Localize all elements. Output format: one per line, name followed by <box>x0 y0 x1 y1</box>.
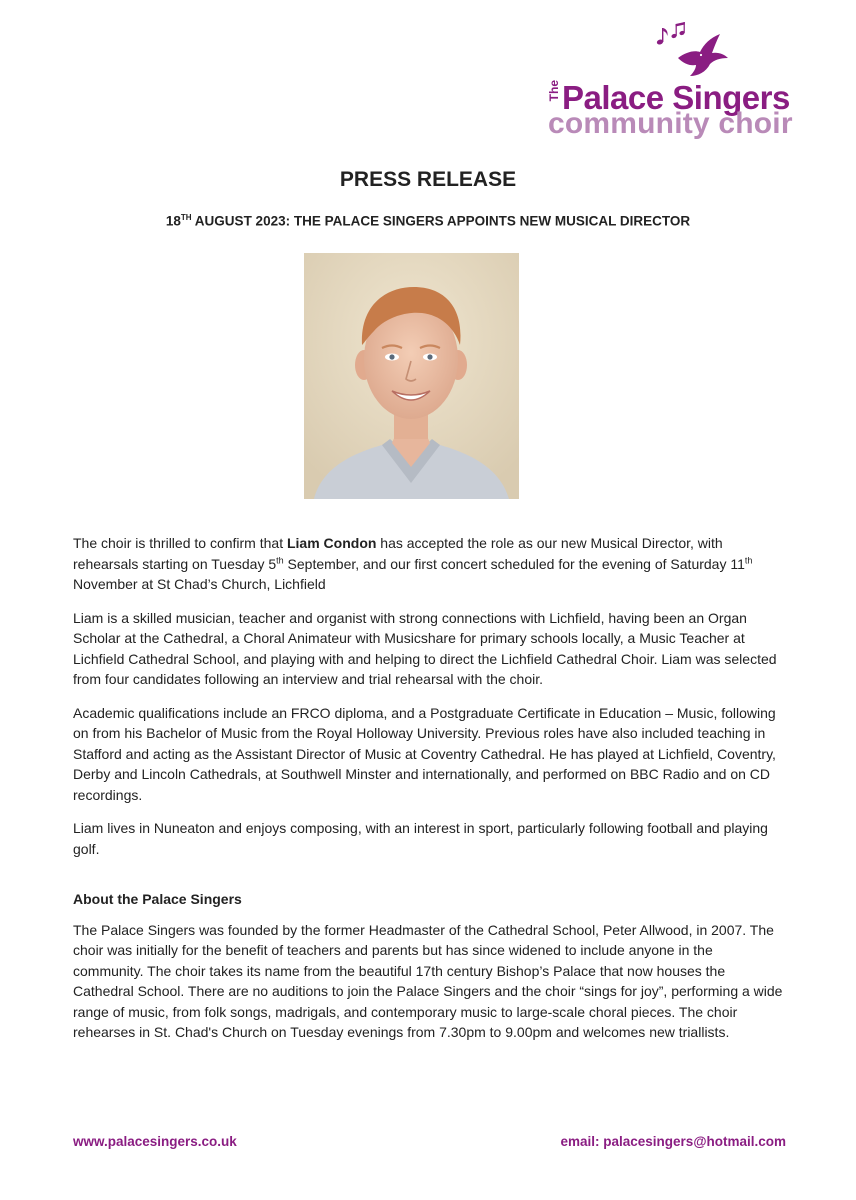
logo-name: Palace Singers <box>562 79 790 116</box>
paragraph-qualifications: Academic qualifications include an FRCO diploma, and a Postgraduate Certificate in Education – Music, following on from his Bachelor of Music from the Royal Holloway University. Previous roles have also included teaching in Stafford and acting as the Assistant Director of Music at Coventry Cathedral. He has played at Lichfield, Coventry, Derby and Lincoln Cathedrals, at Southwell Minster and internationally, and performed on BBC Radio and on CD recordings. <box>73 704 776 803</box>
dove-music-icon <box>650 22 730 82</box>
article-body <box>73 533 787 1056</box>
paragraph-experience: Liam is a skilled musician, teacher and organist with strong connections with Lichfield, having been an Organ Scholar at the Cathedral, a Choral Animateur with Musicshare for primary schools locally, a Music Teacher at Lichfield Cathedral School, and playing with and helping to direct the Lichfield Cathedral Choir. Liam was selected from four candidates following an interview and trial rehearsal with the choir. <box>73 609 777 687</box>
intro-text-d: November at St Chad’s Church, Lichfield <box>73 576 326 592</box>
website-link[interactable]: www.palacesingers.co.uk <box>73 1134 237 1149</box>
portrait-photo <box>304 253 519 499</box>
intro-text-c: September, and our first concert scheduled for the evening of Saturday 11 <box>283 555 745 572</box>
intro-ordinal-1: th <box>276 554 284 565</box>
logo-the: The <box>547 80 561 102</box>
email-link[interactable]: email: palacesingers@hotmail.com <box>560 1134 786 1149</box>
paragraph-personal: Liam lives in Nuneaton and enjoys composing, with an interest in sport, particularly following football and playing golf. <box>73 820 768 857</box>
intro-ordinal-2: th <box>744 554 753 565</box>
about-paragraph: The Palace Singers was founded by the former Headmaster of the Cathedral School, Peter Allwood, in 2007. The choir was initially for the benefit of teachers and parents but has since widened to include anyone in the community. The choir takes its name from the beautiful 17th century Bishop’s Palace that now houses the Cathedral School. There are no auditions to join the Palace Singers and the choir “sings for joy”, performing a wide range of music, from folk songs, madrigals, and contemporary music to large-scale choral pieces. The choir rehearses in St. Chad's Church on Tuesday evenings from 7.30pm to 9.00pm and welcomes new triallists. <box>73 921 783 1040</box>
headline-ordinal: TH <box>180 213 192 222</box>
logo-subtitle: community choir <box>548 107 793 140</box>
portrait-illustration <box>304 253 519 499</box>
page-title: PRESS RELEASE <box>339 168 517 191</box>
director-name: Liam Condon <box>286 535 377 551</box>
choir-logo <box>540 22 793 140</box>
about-heading: About the Palace Singers <box>73 891 242 907</box>
headline <box>0 213 856 229</box>
headline-text: AUGUST 2023: THE PALACE SINGERS APPOINTS NEW MUSICAL DIRECTOR <box>191 213 691 229</box>
intro-text-a: The choir is thrilled to confirm that <box>73 535 287 551</box>
intro-text-b: has accepted the role as our new Musical Director, with rehearsals starting on Tuesday 5 <box>73 535 723 572</box>
paragraph-intro <box>73 533 787 595</box>
headline-day: 18 <box>165 213 181 229</box>
